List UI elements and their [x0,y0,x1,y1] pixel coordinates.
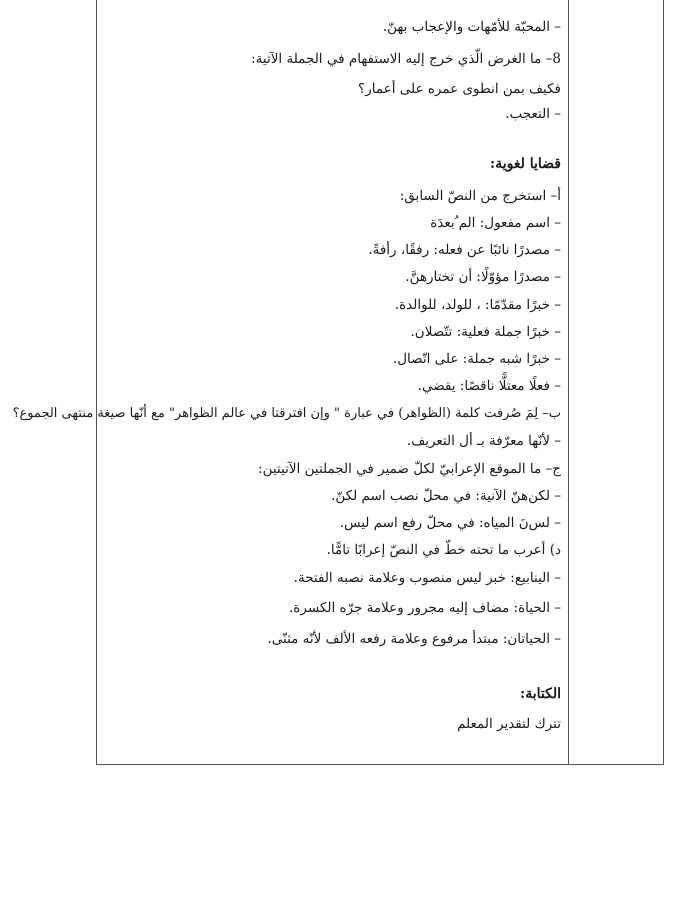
writing-answer: تترك لتقدير المعلم [457,716,561,732]
answer-line: – اسم مفعول: الم ُبعدَة [430,215,561,231]
answer-line: – خبرًا شبه جملة: على اتّصال. [392,351,561,367]
question-8: 8– ما الغرض الّذي خرج إليه الاستفهام في الجملة الآتية: [251,51,561,67]
answer-line: – الينابيع: خبر ليس منصوب وعلامة نصبه الفتحة. [293,570,561,586]
answer-line: – التعجب. [505,106,561,122]
answer-line: – لأنّها معرّفة بـ أل التعريف. [406,433,561,449]
content-column [12,0,567,764]
answer-table [12,0,664,765]
answer-line: – مصدرًا مؤوّلًا: أن تختارهنَّ. [405,269,561,285]
answer-line: – مصدرًا نائبًا عن فعله: رفقًا، رأفةً. [368,242,561,258]
section-heading-linguistic: قضايا لغوية: [490,156,561,172]
answer-line: – الحياتان: مبتدأ مرفوع وعلامة رفعه الألف لأنّه مثنّى. [267,631,561,647]
question-d: د) أعرب ما تحته خطّ في النصّ إعرابًا تامًّا. [326,542,561,558]
section-heading-writing: الكتابة: [520,686,561,702]
text-line: فكيف بمن انطوى عمره على أعمار؟ [358,81,561,97]
answer-line: – فعلًا معتلًّا ناقصًا: يقضي. [417,378,561,394]
answer-line: – الحياة: مضاف إليه مجرور وعلامة جرّه الكسرة. [289,600,561,616]
answer-line: – لس‌نَ المياه: في محلّ رفع اسم ليس. [339,515,561,531]
answer-line: – خبرًا جملة فعلية: تتّصلان. [410,324,561,340]
text-line: – المحبّة للأمّهات والإعجاب بهنّ. [382,19,561,35]
answer-line: – خبرًا مقدّمًا: ، للولد، للوالدة. [394,297,561,313]
question-c: ج– ما الموقع الإعرابيّ لكلّ ضمير في الجملتين الآتيتين: [258,461,561,477]
answer-line: – لكن‌هنّ الآنية: في محلّ نصب اسم لكنّ. [331,488,561,504]
question-a: أ– استخرج من النصّ السابق: [399,188,561,204]
marks-column [568,0,663,764]
question-b: ب– لِمَ صُرفت كلمة (الظواهر) في عبارة " وإن افترقتا في عالم الظواهر" مع أنّها صيغة منتهى الجموع؟ [12,406,561,421]
